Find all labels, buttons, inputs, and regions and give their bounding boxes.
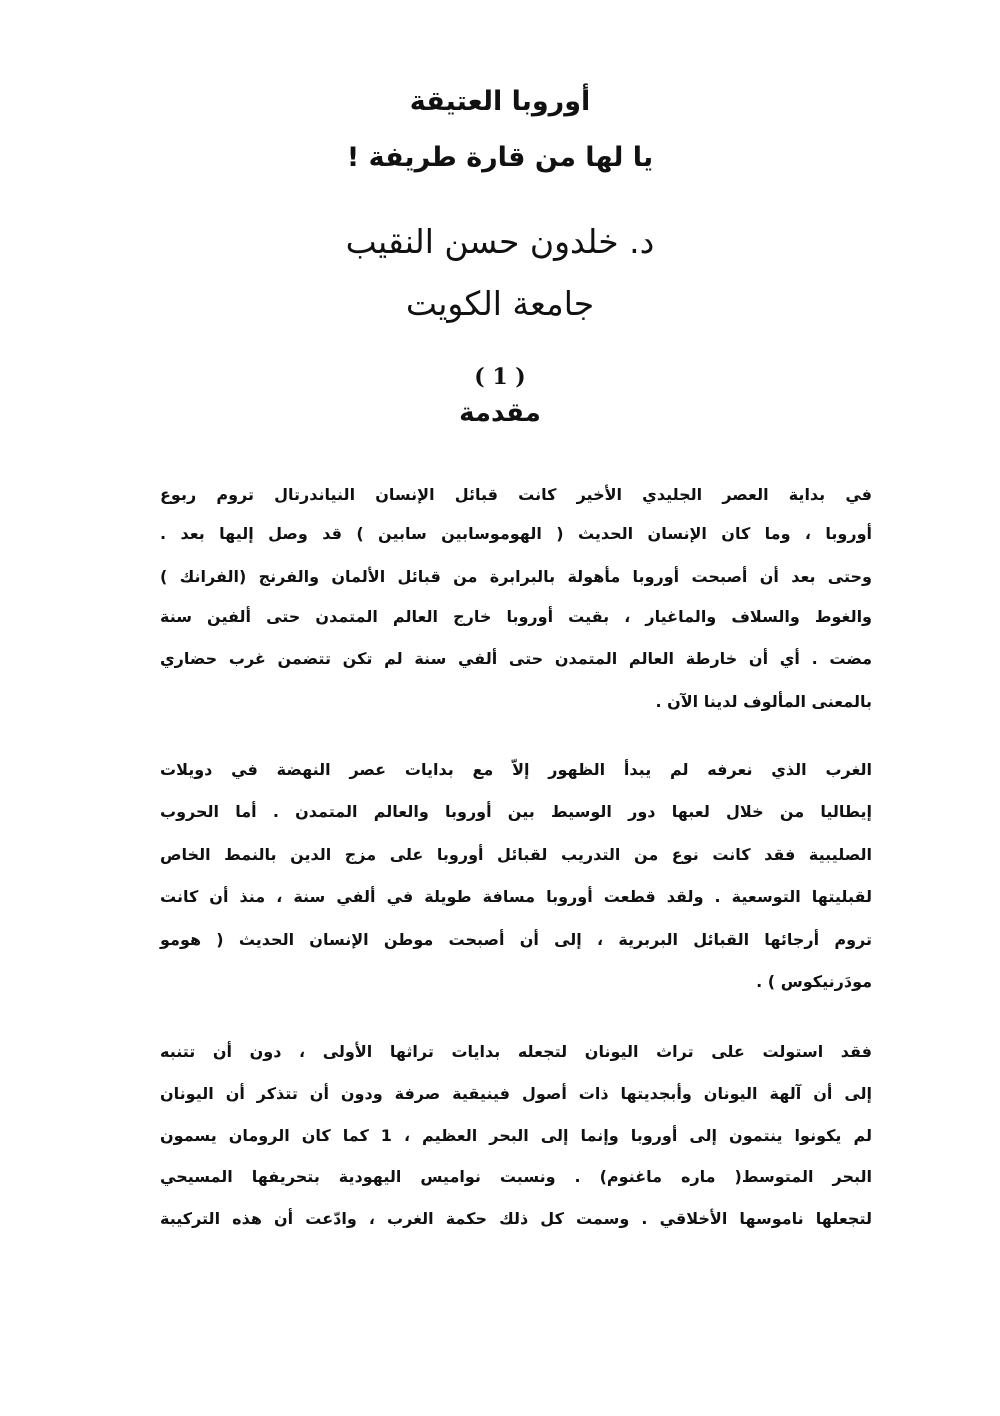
paragraph-line: الغرب الذي نعرفه لم يبدأ الظهور إلاّ مع بدايات عصر النهضة في دويلات [160,760,872,779]
title-line-1: أوروبا العتيقة [409,86,591,117]
paragraph-line: الصليبية فقد كانت نوع من التدريب لقبائل أوروبا على مزج الدين بالنمط الخاص [160,845,872,864]
paragraph-line: مضت . أي أن خارطة العالم المتمدن حتى ألفي سنة لم تكن تتضمن غرب حضاري [160,649,872,668]
paragraph-line: فقد استولت على تراث اليونان لتجعله بدايات تراثها الأولى ، دون أن تتنبه [160,1042,872,1061]
section-title: مقدمة [459,398,541,428]
paragraph-line: مودَرنيكوس ) . [756,972,872,991]
paragraph-line: لقبليتها التوسعية . ولقد قطعت أوروبا مسافة طويلة في ألفي سنة ، منذ أن كانت [160,887,872,906]
section-number: ( 1 ) [474,364,526,390]
paragraph-line: والغوط والسلاف والماغيار ، بقيت أوروبا خارج العالم المتمدن حتى ألفين سنة [160,607,872,626]
paragraph-line: وحتى بعد أن أصبحت أوروبا مأهولة بالبرابرة من قبائل الألمان والفرنج (الفرانك ) [160,567,872,586]
paragraph-line: إلى أن آلهة اليونان وأبجديتها ذات أصول فينيقية صرفة ودون أن تتذكر أن اليونان [160,1084,872,1103]
author-name: د. خلدون حسن النقيب [345,222,655,261]
paragraph-line: بالمعنى المألوف لدينا الآن . [655,692,872,711]
paragraph-line: أوروبا ، وما كان الإنسان الحديث ( الهوموسابين سابين ) قد وصل إليها بعد . [160,524,872,543]
paragraph-line: في بداية العصر الجليدي الأخير كانت قبائل الإنسان النياندرتال تروم ربوع [160,485,872,504]
paragraph-line: تروم أرجائها القبائل البربرية ، إلى أن أصبحت موطن الإنسان الحديث ( هومو [160,930,872,949]
paragraph-line: إيطاليا من خلال لعبها دور الوسيط بين أوروبا والعالم المتمدن . أما الحروب [160,802,872,821]
author-affiliation: جامعة الكويت [405,284,595,323]
paragraph-line: لتجعلها ناموسها الأخلاقي . وسمت كل ذلك حكمة الغرب ، وادّعت أن هذه التركيبة [160,1209,872,1228]
paragraph-line: البحر المتوسط( ماره ماغنوم) . ونسبت نواميس اليهودية بتحريفها المسيحي [160,1167,872,1186]
paragraph-line: لم يكونوا ينتمون إلى أوروبا وإنما إلى البحر العظيم ، 1 كما كان الرومان يسمون [160,1126,873,1145]
title-line-2: يا لها من قارة طريفة ! [346,142,654,173]
